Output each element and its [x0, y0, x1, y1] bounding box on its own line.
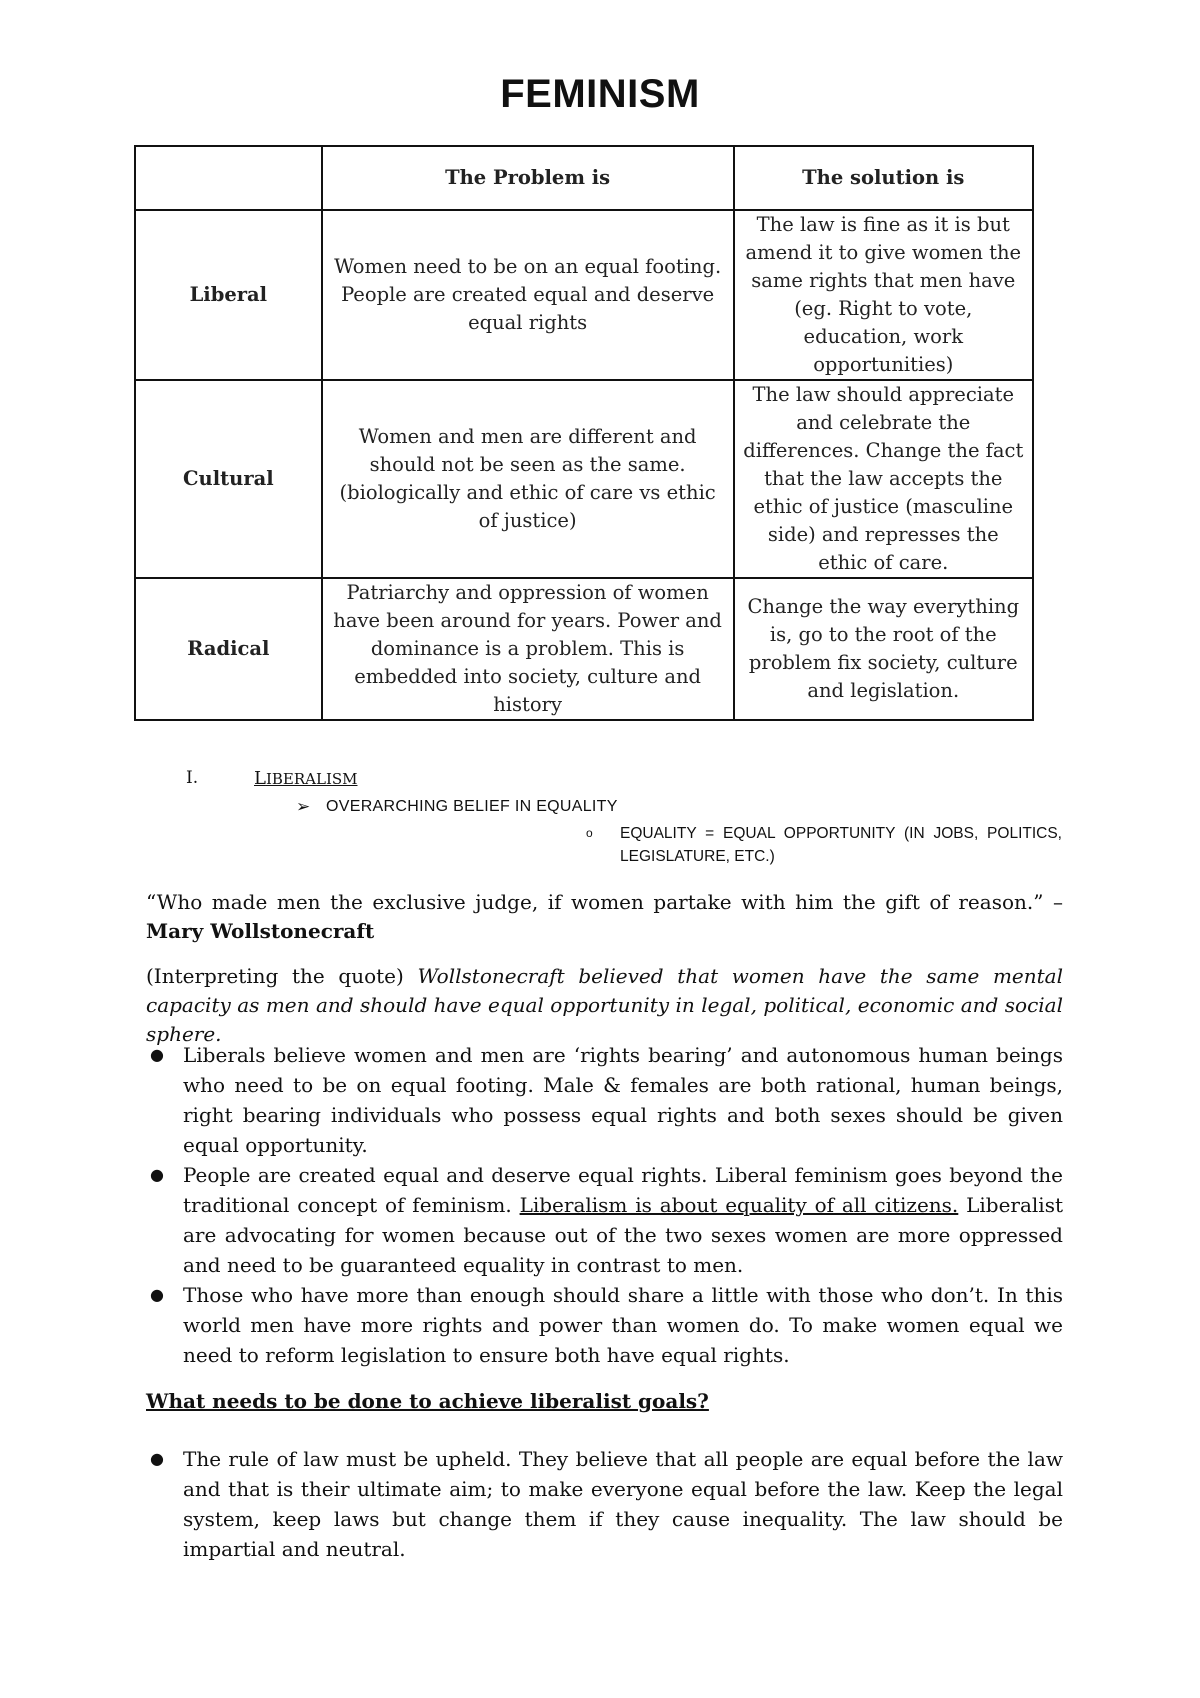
circle-bullet-icon: o [586, 826, 593, 840]
list-item [146, 1160, 1063, 1280]
table-row-liberal [135, 210, 1033, 380]
outline-level-3-text: EQUALITY = EQUAL OPPORTUNITY (IN JOBS, POLITICS, LEGISLATURE, ETC.) [620, 825, 1062, 865]
list-item-text: Liberals believe women and men are ‘rights bearing’ and autonomous human beings who need to be on equal footing. Male & females are both rational, human beings, right bearing individuals who possess equal rights and both sexes should be given equal opportunity. [183, 1043, 1063, 1157]
problem-cell: Women and men are different and should not be seen as the same. (biologically and ethic of care vs ethic of justice) [322, 380, 734, 578]
interpretation-italic: Wollstonecraft believed that women have the same mental capacity as men and should have equal opportunity in legal, political, economic and social sphere. [146, 964, 1063, 1046]
list-item-text: Those who have more than enough should share a little with those who don’t. In this world men have more rights and power than women do. To make women equal we need to reform legislation to ensure both have equal rights. [183, 1283, 1063, 1367]
solution-cell: Change the way everything is, go to the root of the problem fix society, culture and legislation. [734, 578, 1033, 720]
problem-cell: Patriarchy and oppression of women have been around for years. Power and dominance is a problem. This is embedded into society, culture and history [322, 578, 734, 720]
table-header-empty [135, 146, 322, 210]
bullet-icon: ● [150, 1449, 164, 1468]
list-item [146, 1444, 1063, 1564]
solution-cell: The law is fine as it is but amend it to give women the same rights that men have (eg. Right to vote, education, work opportunities) [734, 210, 1033, 380]
feminism-comparison-table [134, 145, 1034, 721]
row-label: Cultural [135, 380, 322, 578]
heading-rest: IBERALISM [265, 770, 358, 788]
list-item-text: The rule of law must be upheld. They believe that all people are equal before the law and that is their ultimate aim; to make everyone equal before the law. Keep the legal system, keep laws but change them if they cause inequality. The law should be impartial and neutral. [183, 1447, 1063, 1561]
outline-number: I. [186, 768, 199, 788]
list-item-text-after: Liberalist are advocating for women because out of the two sexes women are more oppressed and need to be guaranteed equality in contrast to men. [183, 1193, 1064, 1277]
table-row-cultural [135, 380, 1033, 578]
section-heading-liberalism [254, 768, 358, 789]
table-header-solution: The solution is [734, 146, 1033, 210]
bullet-icon: ● [150, 1165, 164, 1184]
goals-heading: What needs to be done to achieve liberalist goals? [146, 1389, 709, 1413]
row-label: Liberal [135, 210, 322, 380]
interpretation-lead: (Interpreting the quote) [146, 964, 418, 988]
liberal-beliefs-list [146, 1040, 1063, 1370]
bullet-icon: ● [150, 1285, 164, 1304]
outline-level-2-text: OVERARCHING BELIEF IN EQUALITY [326, 798, 618, 815]
list-item-underlined: Liberalism is about equality of all citizens. [519, 1193, 959, 1217]
bullet-icon: ● [150, 1045, 164, 1064]
quote-text: “Who made men the exclusive judge, if women partake with him the gift of reason.” – [146, 890, 1063, 914]
row-label: Radical [135, 578, 322, 720]
heading-cap: L [254, 768, 266, 789]
solution-cell: The law should appreciate and celebrate the differences. Change the fact that the law accepts the ethic of justice (masculine side) and represses the ethic of care. [734, 380, 1033, 578]
arrow-bullet-icon: ➢ [296, 797, 311, 817]
wollstonecraft-quote [146, 888, 1063, 946]
list-item [146, 1280, 1063, 1370]
goals-list [146, 1444, 1063, 1564]
table-header-problem: The Problem is [322, 146, 734, 210]
table-row-radical [135, 578, 1033, 720]
problem-cell: Women need to be on an equal footing. People are created equal and deserve equal rights [322, 210, 734, 380]
list-item-text: People are created equal and deserve equal rights. Liberal feminism goes beyond the traditional concept of feminism. [183, 1163, 1063, 1217]
table-header-row [135, 146, 1033, 210]
quote-author: Mary Wollstonecraft [146, 919, 375, 943]
quote-interpretation [146, 962, 1063, 1049]
page-title: FEMINISM [500, 72, 700, 116]
list-item [146, 1040, 1063, 1160]
